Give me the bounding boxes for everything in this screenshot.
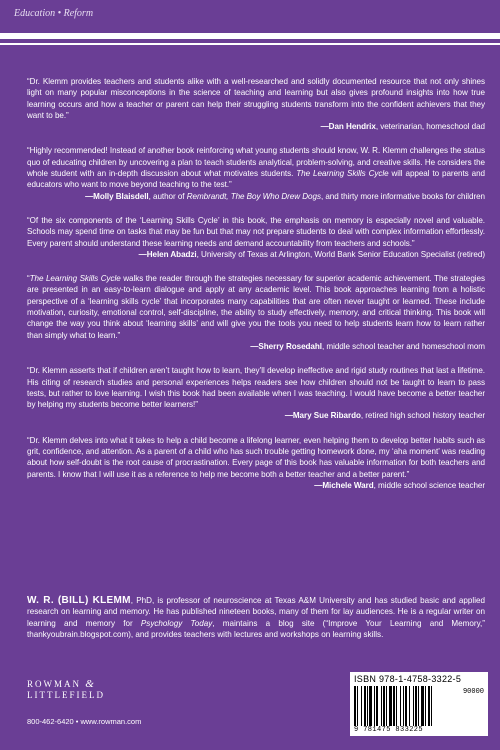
attribution-name: —Dan Hendrix (320, 122, 376, 132)
attribution-book-title: Rembrandt, The Boy Who Drew Dogs (186, 191, 321, 201)
author-name: W. R. (BILL) KLEMM (27, 595, 131, 606)
quote-attribution (27, 191, 485, 202)
quote-attribution (27, 121, 485, 132)
quote-text (27, 145, 485, 190)
header-band-thin (0, 43, 500, 45)
price-code: 90000 (462, 688, 484, 696)
quote-segment: “Dr. Klemm asserts that if children aren’t taught how to learn, they’ll develop ineffective and rigid study routines that last a lifetime. His citing of research studies and personal experiences helps readers see how children should not be taught to learn to pass tests, but rather to love learning. I wish this book had been available when I was teaching. I would have become a better teacher by helping my students become better learners!” (27, 366, 485, 410)
publisher-name-line1: ROWMAN (27, 679, 81, 689)
quote-segment: walks the reader through the strategies necessary for superior academic achievement. The strategies are presented in an easy-to-learn dialogue and apply at any academic level. This book approaches learning from a holistic perspective of a ‘learning skills cycle’ that incorporates many capabilities that are often never taught or learned. These include motivation, curiosity, emotional control, self-discipline, the ability to study effectively, memory, and critical thinking. This book will change the way you think about ‘learning skills’ and will give you the tools you need to help students learn how to learn rather than simply what to learn.” (27, 274, 485, 340)
endorsement-quote (27, 273, 485, 352)
attribution-role: , University of Texas at Arlington, World Bank Senior Education Specialist (retired) (196, 249, 485, 259)
attribution-name: —Mary Sue Ribardo (284, 411, 361, 421)
endorsement-quote (27, 435, 485, 491)
category-label: Education • Reform (14, 8, 94, 19)
author-bio (27, 595, 485, 640)
publisher-name-line2: LITTLEFIELD (27, 690, 105, 700)
quote-attribution (27, 341, 485, 352)
attribution-name: —Sherry Rosedahl (250, 341, 322, 351)
publisher-contact: 800-462-6420 • www.rowman.com (27, 717, 142, 726)
barcode-bars (354, 686, 450, 726)
quote-text (27, 435, 485, 480)
publisher-logo (27, 679, 105, 701)
quote-attribution (27, 249, 485, 260)
publisher-ampersand: & (85, 678, 94, 690)
header-band-thick (0, 33, 500, 39)
attribution-role: , middle school science teacher (373, 480, 485, 490)
attribution-role: , author of (148, 191, 187, 201)
endorsement-quote (27, 365, 485, 421)
endorsement-quote (27, 76, 485, 132)
barcode-digits: 9 781475 833225 (354, 726, 424, 734)
quote-segment: The Learning Skills Cycle (29, 274, 121, 284)
attribution-role: , retired high school history teacher (360, 411, 485, 421)
attribution-role: , veterinarian, homeschool dad (375, 122, 485, 132)
attribution-name: —Michele Ward (314, 480, 374, 490)
attribution-name: —Molly Blaisdell (85, 191, 149, 201)
quote-segment: “Highly recommended! Instead of another book reinforcing what young students should know, W. R. Klemm challenges the status quo of educating children by uncovering a plan to teach students analytical, problem-solving, and creative skills. He considers the whole student with an in-depth discussion about what motivates students. (27, 146, 485, 179)
attribution-name: —Helen Abadzi (138, 249, 197, 259)
quote-text (27, 76, 485, 121)
author-bio-text-2: , maintains a blog site (“Improve Your Learning and Memory,” thankyoubrain.blogspot.com), and provides teachers with lectures and workshops on learning skills. (27, 618, 486, 639)
isbn-barcode (350, 672, 488, 736)
quote-text (27, 215, 485, 249)
attribution-tail: , and thirty more informative books for children (320, 191, 485, 201)
endorsement-quote (27, 145, 485, 201)
quote-segment: “Of the six components of the ‘Learning Skills Cycle’ in this book, the emphasis on memory is especially novel and valuable. Schools may spend time on tasks that may be fun but that may not prepare students to deal with complex information effortlessly. Every parent should understand these learning needs and demand accountability from teachers and schools.” (27, 215, 485, 248)
author-bio-italic: Psychology Today (140, 618, 213, 628)
author-bio-text-1: , PhD, is professor of neuroscience at Texas A&M University and has studied basic and applied research on learning and memory. He has published nineteen books, many of them for lay audiences. He is a regular writer on learning and memory for (27, 596, 486, 628)
attribution-role: , middle school teacher and homeschool mom (321, 341, 485, 351)
quote-segment: “ (27, 274, 30, 284)
quote-text (27, 273, 485, 341)
quote-attribution (27, 480, 485, 491)
endorsement-quote (27, 215, 485, 260)
quote-segment: will appeal to parents and educators who want to move beyond teaching to the test.” (27, 169, 485, 190)
quote-segment: “Dr. Klemm delves into what it takes to help a child become a lifelong learner, even helping them to develop better habits such as grit, confidence, and attention. As a parent of a child who has such trouble getting homework done, my ‘aha moment’ was reading about how self-doubt is the root cause of procrastination. Every page of this book has valuable information for both teachers and parents. I know that I will use it as a reference to help me become both a better teacher and a better parent.” (27, 435, 485, 479)
isbn-text: ISBN 978-1-4758-3322-5 (354, 674, 462, 684)
quote-segment: The Learning Skills Cycle (296, 169, 389, 179)
endorsements (27, 76, 485, 504)
quote-text (27, 365, 485, 410)
quote-segment: “Dr. Klemm provides teachers and students alike with a well-researched and solidly documented resource that not only shines light on many popular misconceptions in the science of teaching and learning but also gives profound insights into how true learning occurs and how a teacher or parent can help their struggling students transform into the confident achievers that they want to be.” (27, 77, 485, 120)
quote-attribution (27, 410, 485, 421)
